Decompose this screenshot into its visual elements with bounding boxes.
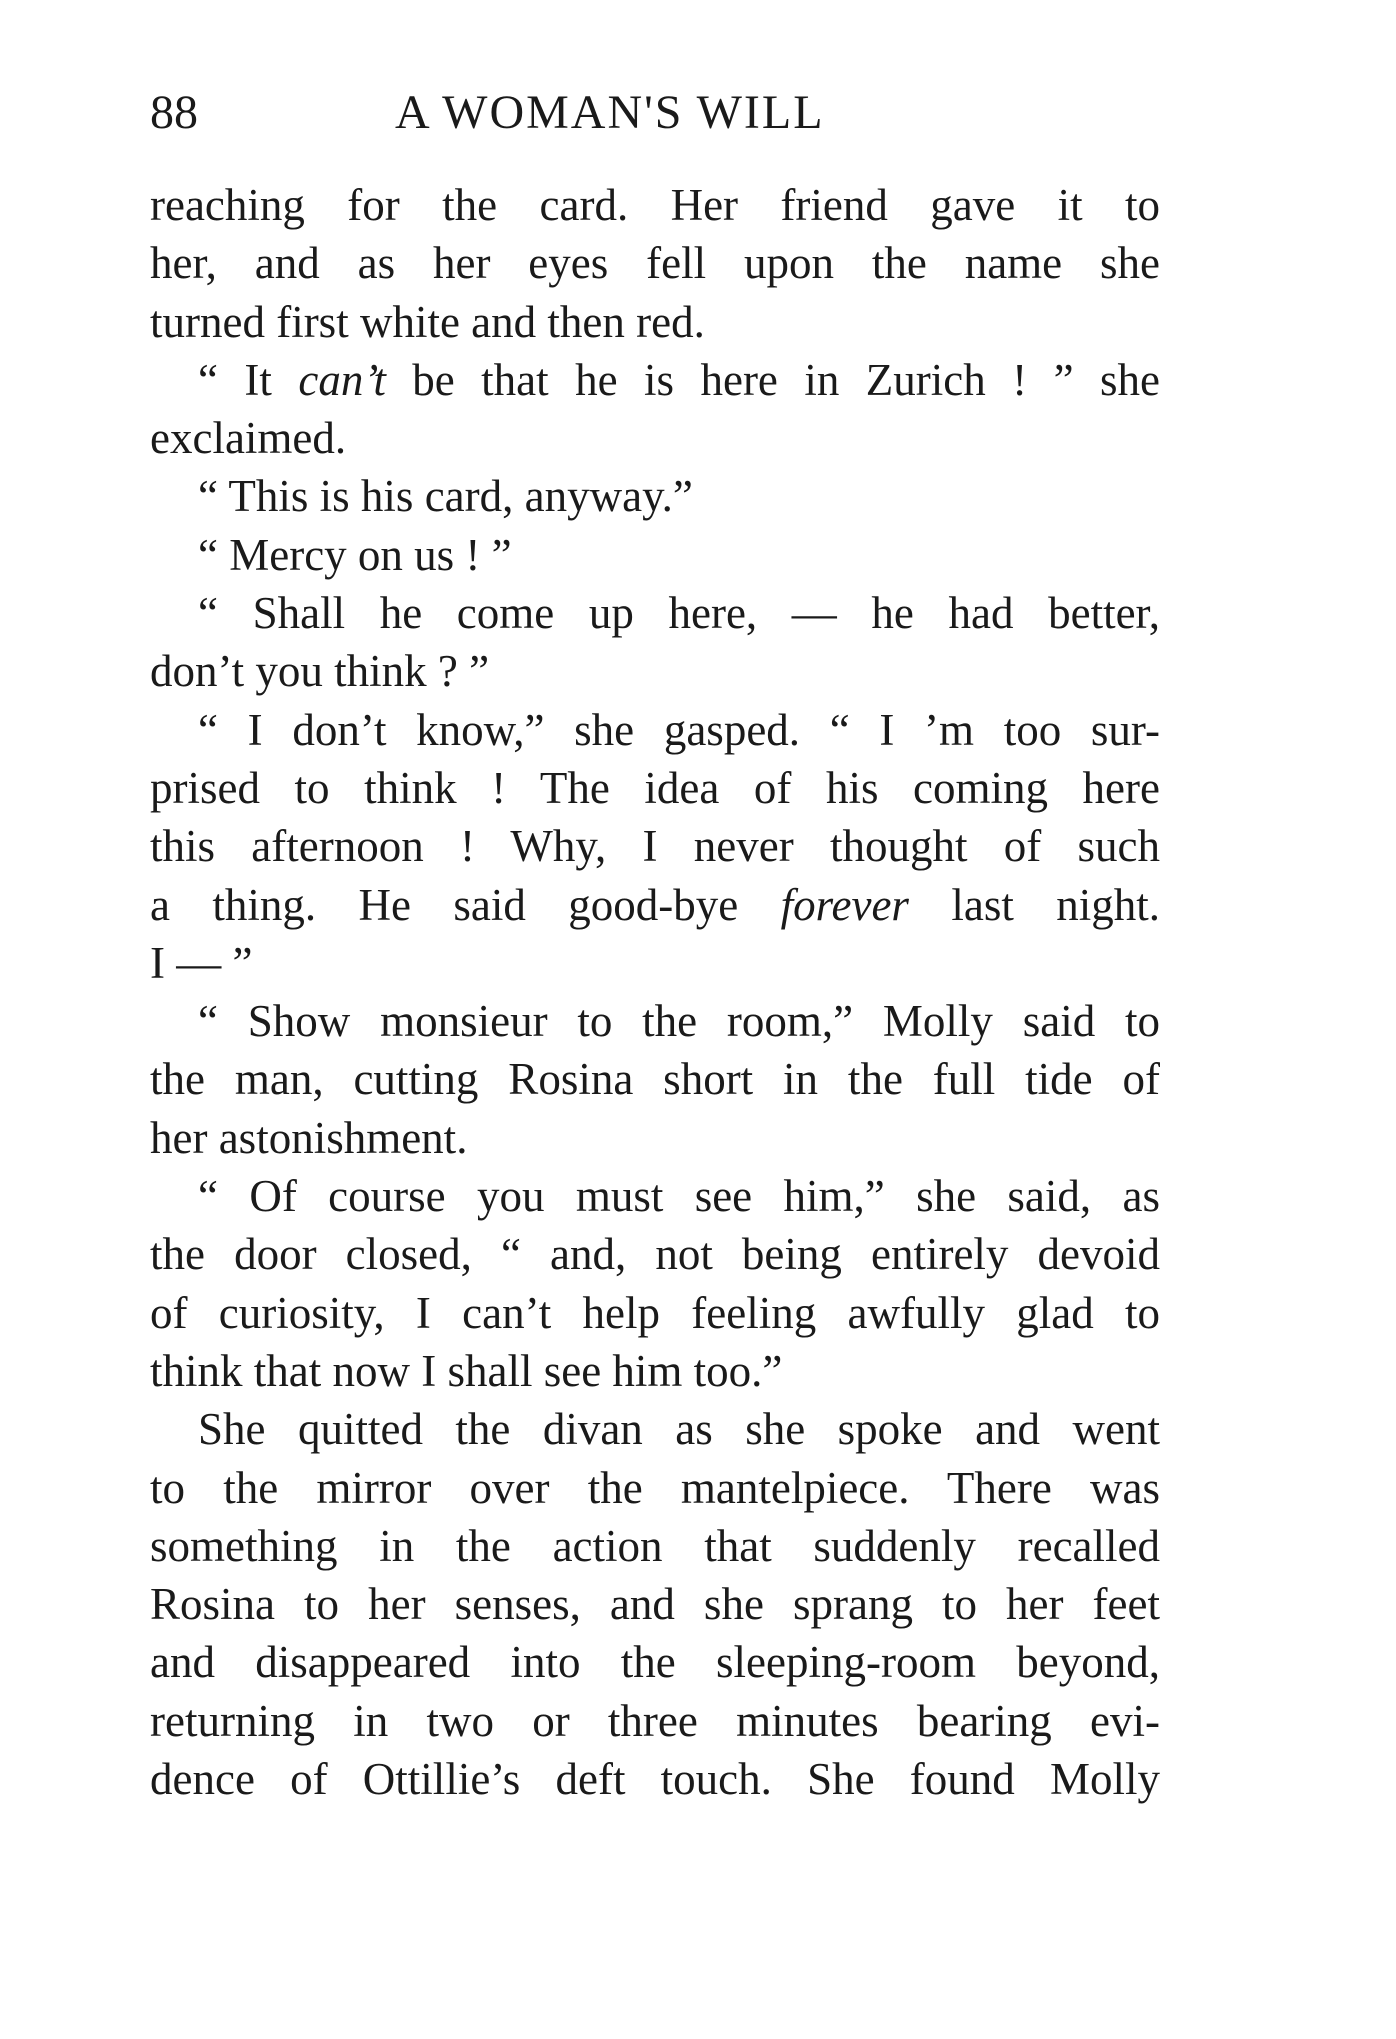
text-line: her, and as her eyes fell upon the name she [150, 238, 1160, 289]
text-line: “ It can’t be that he is here in Zurich ! ” she [198, 354, 1160, 405]
text-line: dence of Ottillie’s deft touch. She found Molly [150, 1754, 1160, 1805]
body-text [150, 176, 1160, 1808]
text-line: exclaimed. [150, 413, 347, 464]
text-line: the man, cutting Rosina short in the full tide of [150, 1054, 1160, 1105]
emphasis-text: can’t [298, 354, 386, 405]
text-line: of curiosity, I can’t help feeling awfully glad to [150, 1287, 1160, 1338]
emphasis-text: forever [780, 879, 909, 930]
text-line: prised to think ! The idea of his coming here [150, 762, 1160, 813]
text-line: something in the action that suddenly recalled [150, 1520, 1160, 1571]
running-title: A WOMAN'S WILL [395, 86, 825, 139]
text-line: and disappeared into the sleeping-room beyond, [150, 1637, 1160, 1688]
text-line: “ Of course you must see him,” she said, as [198, 1171, 1160, 1222]
running-head [150, 78, 1160, 148]
text-line: this afternoon ! Why, I never thought of such [150, 821, 1160, 872]
text-line: “ Shall he come up here, — he had better, [198, 588, 1160, 639]
text-line: “ This is his card, anyway.” [198, 471, 693, 522]
text-line: Rosina to her senses, and she sprang to her feet [150, 1579, 1160, 1630]
text-line: I — ” [150, 937, 253, 988]
text-line: the door closed, “ and, not being entirely devoid [150, 1229, 1160, 1280]
text-line: She quitted the divan as she spoke and went [198, 1404, 1160, 1455]
text-line: her astonishment. [150, 1112, 468, 1163]
text-line: turned first white and then red. [150, 296, 705, 347]
text-line: to the mirror over the mantelpiece. There was [150, 1462, 1160, 1513]
text-line: “ Show monsieur to the room,” Molly said to [198, 996, 1160, 1047]
page-number: 88 [150, 86, 198, 139]
text-line: think that now I shall see him too.” [150, 1345, 783, 1396]
text-line: returning in two or three minutes bearing evi- [150, 1695, 1160, 1746]
text-line: don’t you think ? ” [150, 646, 490, 697]
text-line: a thing. He said good-bye forever last night. [150, 879, 1160, 930]
text-line: “ I don’t know,” she gasped. “ I ’m too sur- [198, 704, 1160, 755]
text-line: “ Mercy on us ! ” [198, 529, 512, 580]
text-line: reaching for the card. Her friend gave it to [150, 180, 1160, 230]
